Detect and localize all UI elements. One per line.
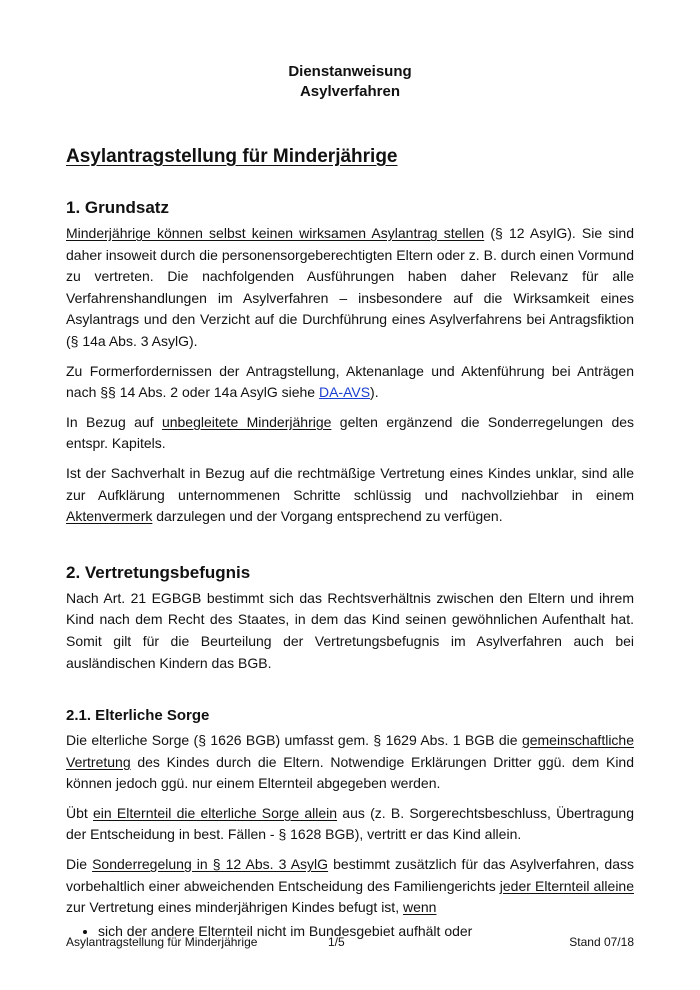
page-title: Asylantragstellung für Minderjährige: [66, 146, 398, 167]
section-2-1-paragraph-1: [66, 730, 634, 795]
underlined-text: Sonderregelung in § 12 Abs. 3 AsylG: [92, 856, 329, 873]
paragraph-text: aus (z. B. Sorgerechtsbeschluss, Übertragung der Entscheidung in best. Fällen - § 1628 BGB), vertritt er das Kind allein.: [66, 804, 634, 843]
paragraph-text: Ist der Sachverhalt in Bezug auf die rechtmäßige Vertretung eines Kindes unklar, sind alle zur Aufklärung unternommenen Schritte schlüssig und nachvollziehbar in einem: [66, 464, 634, 503]
page-footer: [66, 935, 634, 949]
paragraph-text: (§ 12 AsylG). Sie sind daher insoweit durch die personensorgeberechtigten Eltern oder z. B. durch einen Vormund zu vertreten. Die nachfolgenden Ausführungen haben daher Relevanz für alle Verfahrenshandlungen im Asylverfahren – insbesondere auf die Wirksamkeit eines Asylantrags und den Verzicht auf die Durchführung eines Asylverfahrens bei Antragsfiktion (§ 14a Abs. 3 AsylG).: [66, 225, 634, 349]
section-2-1-paragraph-3: [66, 854, 634, 919]
section-1-paragraph-4: [66, 463, 634, 528]
document-header: [0, 62, 700, 102]
underlined-text: unbegleitete Minderjährige: [161, 413, 332, 430]
paragraph-text: Übt: [66, 804, 94, 821]
footer-title: Asylantragstellung für Minderjährige: [66, 935, 258, 949]
underlined-text: wenn: [402, 899, 437, 916]
paragraph-text: gelten ergänzend die Sonderregelungen des entspr. Kapitels.: [66, 413, 635, 452]
paragraph-text: zur Vertretung eines minderjährigen Kindes befugt ist,: [66, 899, 403, 916]
section-2-paragraph-1: Nach Art. 21 EGBGB bestimmt sich das Rechtsverhältnis zwischen den Eltern und ihrem Kind nach dem Recht des Staates, in dem das Kind seinen gewöhnlichen Aufenthalt hat. Somit gilt für die Beurteilung der Vertretungsbefugnis im Asylverfahren auch bei ausländischen Kindern das BGB.: [66, 589, 634, 671]
underlined-text: Minderjährige können selbst keinen wirksamen Asylantrag stellen: [66, 225, 485, 241]
da-avs-link[interactable]: DA-AVS: [318, 384, 371, 401]
paragraph-text: darzulegen und der Vorgang entsprechend zu verfügen.: [152, 508, 503, 525]
section-2-1-heading: 2.1. Elterliche Sorge: [66, 707, 210, 725]
header-line-2: Asylverfahren: [299, 83, 401, 100]
underlined-text: ein Elternteil die elterliche Sorge allein: [93, 804, 338, 821]
section-2-heading: 2. Vertretungsbefugnis: [66, 562, 251, 582]
footer-version: Stand 07/18: [569, 935, 634, 949]
document-body: [66, 197, 634, 942]
paragraph-text: des Kindes durch die Eltern. Notwendige Erklärungen Dritter ggü. dem Kind können jedoch ggü. nur einem Elternteil abgegeben werden.: [66, 753, 634, 792]
paragraph-text: In Bezug auf: [66, 413, 162, 430]
underlined-text: Aktenvermerk: [66, 508, 153, 525]
paragraph-text: bestimmt zusätzlich für das Asylverfahren, dass vorbehaltlich einer abweichenden Entscheidung des Familiengerichts: [66, 856, 634, 894]
header-line-1: Dienstanweisung: [288, 63, 412, 80]
section-1-paragraph-3: [66, 412, 634, 455]
section-1-heading: 1. Grundsatz: [66, 198, 169, 217]
section-2-1-paragraph-2: [66, 803, 634, 846]
underlined-text: jeder Elternteil alleine: [499, 877, 634, 894]
paragraph-text: Die: [66, 856, 93, 873]
paragraph-text: Die elterliche Sorge (§ 1626 BGB) umfasst gem. § 1629 Abs. 1 BGB die: [66, 732, 522, 749]
list-item: • sich der andere Elternteil nicht im Bundesgebiet aufhält oder: [98, 921, 634, 942]
paragraph-text: Zu Formerfordernissen der Antragstellung, Aktenanlage und Aktenführung bei Anträgen nach §§ 14 Abs. 2 oder 14a AsylG siehe: [66, 362, 634, 401]
section-1-paragraph-1: [66, 223, 634, 353]
underlined-text: gemeinschaftliche Vertretung: [66, 732, 634, 770]
section-1-paragraph-2: [66, 361, 634, 404]
paragraph-text: ).: [370, 384, 379, 401]
page-number: 1/5: [328, 935, 345, 949]
